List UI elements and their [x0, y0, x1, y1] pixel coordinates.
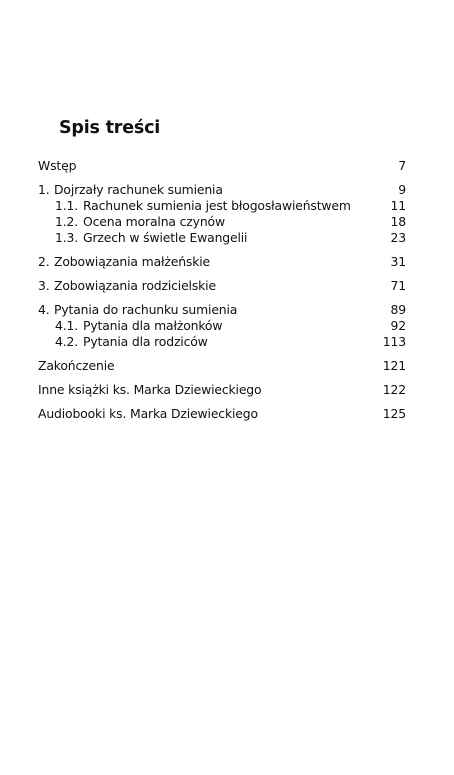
- toc-group: [38, 301, 406, 350]
- toc-entry-label: [38, 381, 261, 398]
- page-title: Spis treści: [59, 118, 161, 138]
- toc-subentry: [38, 214, 406, 230]
- toc-entry: [38, 405, 406, 422]
- toc-subentry: [38, 318, 406, 334]
- toc-entry-title: Zobowiązania rodzicielskie: [54, 278, 216, 293]
- toc-entry: [38, 301, 406, 318]
- toc-entry-number: 1.3.: [55, 230, 79, 245]
- toc-subentry: [38, 334, 406, 350]
- toc-entry: [38, 277, 406, 294]
- toc-page-number: 11: [390, 198, 406, 213]
- toc-entry-number: 3.: [38, 278, 50, 293]
- toc-page-number: 125: [382, 406, 406, 421]
- toc-entry-label: [55, 334, 208, 350]
- toc-group: [38, 157, 406, 174]
- table-of-contents: [38, 157, 406, 429]
- toc-entry-label: [38, 181, 223, 198]
- toc-entry-title: Inne książki ks. Marka Dziewieckiego: [38, 382, 262, 397]
- toc-entry-title: Pytania dla małżonków: [83, 318, 223, 333]
- toc-page-number: 121: [382, 358, 406, 373]
- toc-entry-title: Pytania do rachunku sumienia: [54, 302, 238, 317]
- toc-entry-title: Wstęp: [38, 158, 77, 173]
- toc-entry-label: [38, 405, 258, 422]
- toc-entry-label: [55, 198, 351, 214]
- toc-entry-title: Audiobooki ks. Marka Dziewieckiego: [38, 406, 258, 421]
- toc-page-number: 122: [382, 382, 406, 397]
- toc-entry: [38, 181, 406, 198]
- toc-page-number: 18: [390, 214, 406, 229]
- toc-subentry: [38, 198, 406, 214]
- toc-group: [38, 181, 406, 246]
- toc-entry: [38, 157, 406, 174]
- toc-group: [38, 357, 406, 374]
- toc-entry: [38, 357, 406, 374]
- toc-entry-number: 1.: [38, 182, 50, 197]
- toc-page-number: 92: [390, 318, 406, 333]
- toc-entry-label: [38, 157, 76, 174]
- toc-entry-title: Zakończenie: [38, 358, 115, 373]
- toc-entry-label: [38, 301, 237, 318]
- toc-entry-number: 4.: [38, 302, 50, 317]
- toc-entry-title: Ocena moralna czynów: [83, 214, 225, 229]
- toc-group: [38, 253, 406, 270]
- toc-group: [38, 405, 406, 422]
- toc-page-number: 9: [398, 182, 406, 197]
- toc-entry-number: 4.2.: [55, 334, 79, 349]
- toc-page-number: 7: [398, 158, 406, 173]
- toc-subentry: [38, 230, 406, 246]
- toc-entry-label: [55, 318, 222, 334]
- toc-entry-number: 1.1.: [55, 198, 79, 213]
- toc-entry-number: 4.1.: [55, 318, 79, 333]
- toc-page-number: 31: [390, 254, 406, 269]
- toc-entry-title: Grzech w świetle Ewangelii: [83, 230, 248, 245]
- toc-entry-label: [38, 253, 210, 270]
- toc-entry-title: Dojrzały rachunek sumienia: [54, 182, 223, 197]
- toc-entry-number: 1.2.: [55, 214, 79, 229]
- toc-entry-number: 2.: [38, 254, 50, 269]
- toc-entry: [38, 253, 406, 270]
- toc-entry-title: Zobowiązania małżeńskie: [54, 254, 211, 269]
- toc-entry-title: Pytania dla rodziców: [83, 334, 208, 349]
- toc-group: [38, 381, 406, 398]
- toc-entry: [38, 381, 406, 398]
- toc-page-number: 89: [390, 302, 406, 317]
- toc-entry-label: [38, 357, 114, 374]
- toc-page-number: 71: [390, 278, 406, 293]
- toc-page-number: 113: [382, 334, 406, 349]
- toc-entry-label: [55, 230, 247, 246]
- toc-entry-title: Rachunek sumienia jest błogosławieństwem: [83, 198, 351, 213]
- toc-group: [38, 277, 406, 294]
- toc-entry-label: [55, 214, 225, 230]
- toc-page-number: 23: [390, 230, 406, 245]
- toc-entry-label: [38, 277, 216, 294]
